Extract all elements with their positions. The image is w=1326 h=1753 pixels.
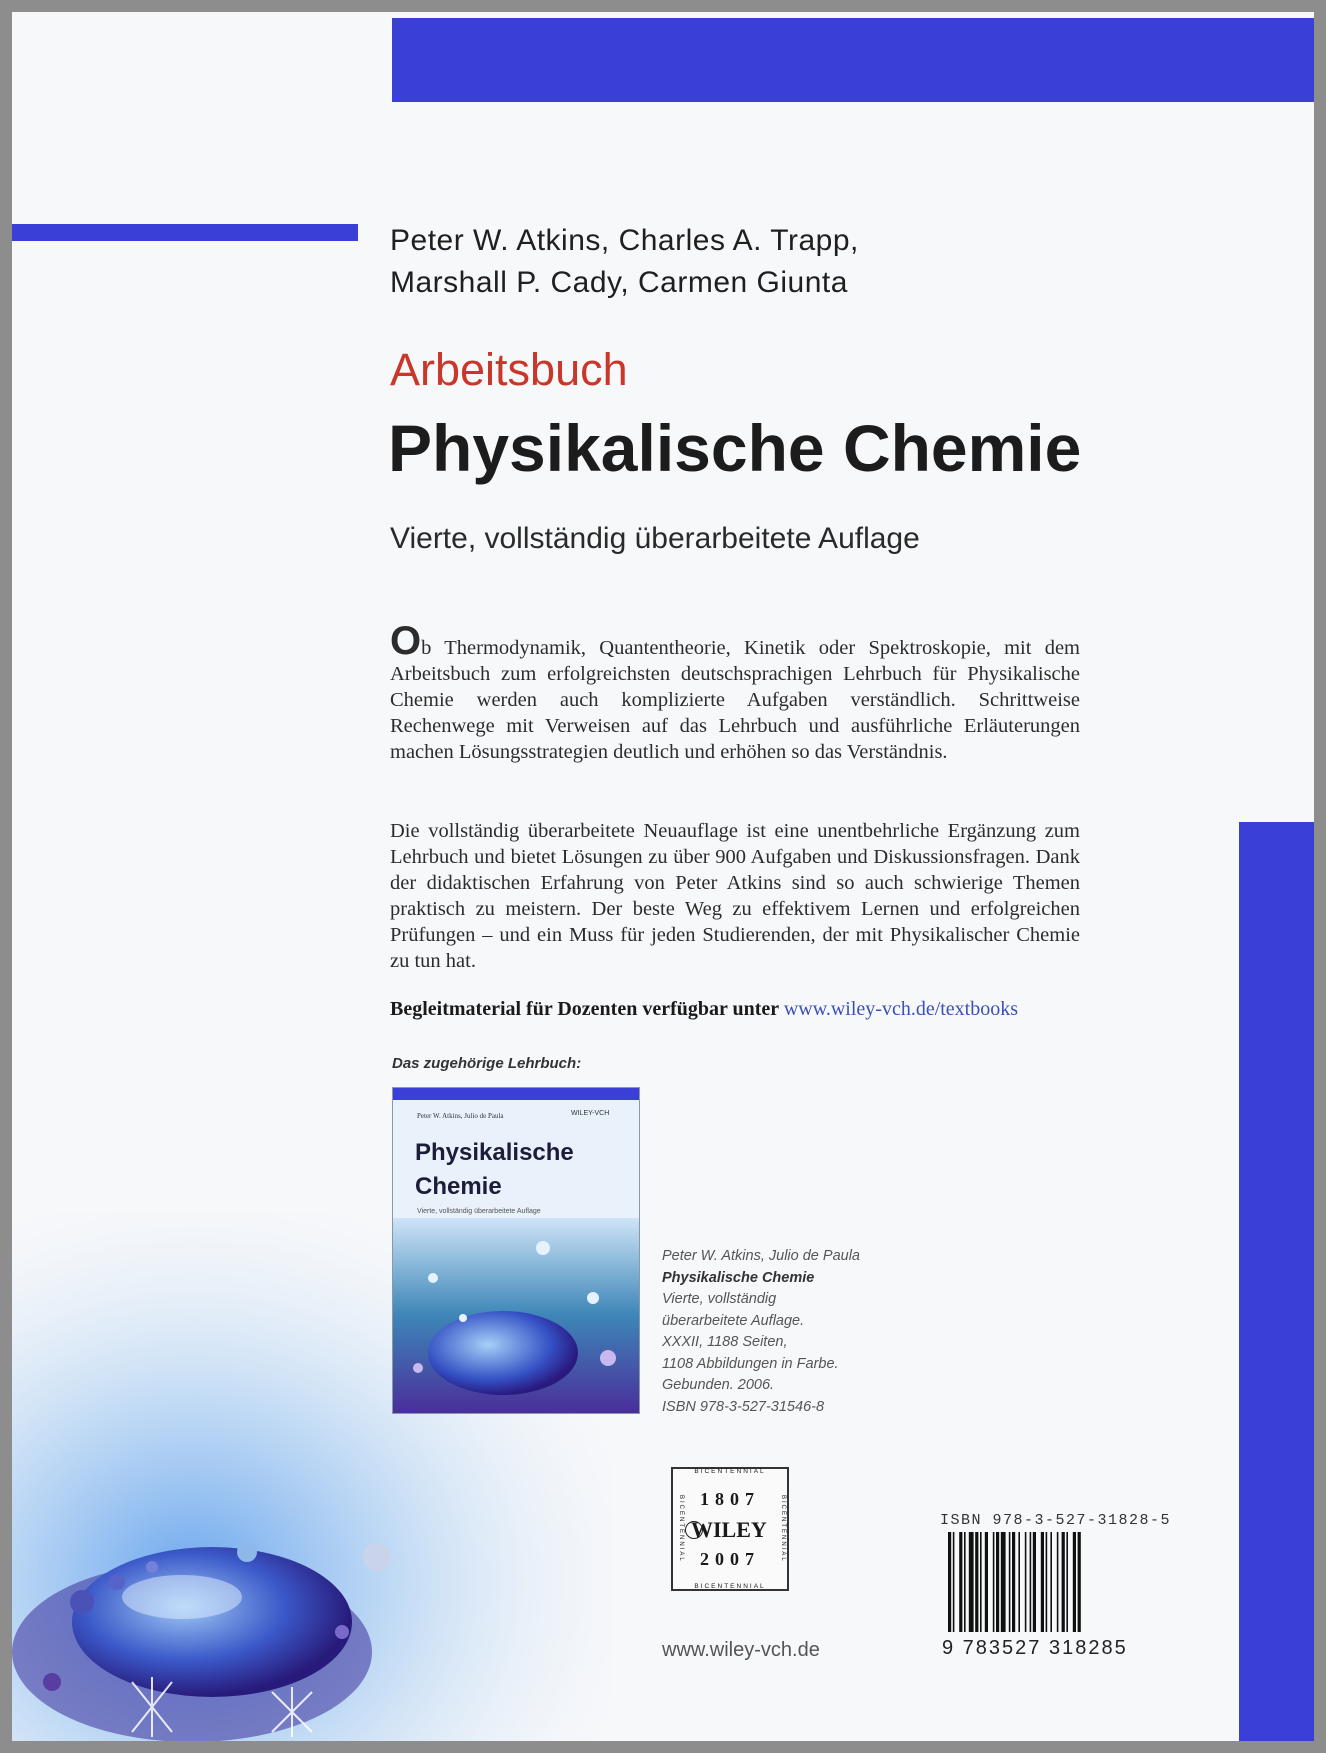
edition-text: Vierte, vollständig überarbeitete Auflage <box>390 522 920 555</box>
related-binding: Gebunden. 2006. <box>662 1377 775 1393</box>
logo-year-end: 2007 <box>700 1549 760 1569</box>
related-authors: Peter W. Atkins, Julio de Paula <box>662 1248 860 1264</box>
left-accent-bar <box>12 224 358 241</box>
related-edition-2: überarbeitete Auflage. <box>662 1312 805 1329</box>
related-title: Physikalische Chemie <box>662 1269 815 1286</box>
book-title: Physikalische Chemie <box>388 411 1082 485</box>
related-book-details <box>662 1246 860 1418</box>
logo-ring-left: BICENTENNIAL <box>678 1495 684 1563</box>
description-paragraph-2: Die vollständig überarbeitete Neuauflage ist eine unentbehrliche Ergänzung zum Lehrbuch und bietet Lösungen zu über 900 Aufgaben und Diskussionsfragen. Dank der didaktischen Erfahrung von Peter Atkins sind so auch schwierige Themen praktisch zu meistern. Der beste Weg zu effektivem Lernen und erfolgreichen Prüfungen – und ein Muss für jeden Studierenden, der mit Physikalischer Chemie zu tun hat. <box>390 820 1080 972</box>
related-book-cover <box>392 1087 640 1414</box>
right-accent-bar <box>1239 822 1314 1741</box>
cover-title <box>415 1136 574 1204</box>
publisher-website[interactable]: www.wiley-vch.de <box>662 1639 820 1661</box>
logo-ring-right: BICENTENNIAL <box>780 1495 786 1563</box>
book-subtitle: Arbeitsbuch <box>390 344 628 395</box>
cover-publisher: WILEY-VCH <box>571 1110 610 1117</box>
related-figures: 1108 Abbildungen in Farbe. <box>662 1355 839 1372</box>
barcode-icon <box>940 1532 1150 1652</box>
cover-artwork <box>393 1218 639 1413</box>
drop-cap: O <box>390 619 422 663</box>
paragraph-1-text: b Thermodynamik, Quantentheorie, Kinetik oder Spektroskopie, mit dem Arbeitsbuch zum erfolgreichsten deutschsprachigen Lehrbuch für Physikalische Chemie werden auch komplizierte Aufgaben verständlich. Schrittweise Rechenwege mit Verweisen auf das Lehrbuch und ausführliche Erläuterungen machen Lösungsstrategien deutlich und erhöhen so das Verständnis. <box>390 637 1080 763</box>
logo-ring-bottom: BICENTENNIAL <box>694 1583 766 1590</box>
companion-text: Begleitmaterial für Dozenten verfügbar unter <box>390 998 784 1020</box>
logo-ring-top: BICENTENNIAL <box>694 1468 766 1475</box>
cover-accent-bar <box>393 1088 639 1100</box>
related-isbn: ISBN 978-3-527-31546-8 <box>662 1398 825 1415</box>
back-cover <box>12 12 1314 1741</box>
logo-year-start: 1807 <box>700 1489 760 1509</box>
companion-material-note <box>390 998 1018 1021</box>
related-edition-1: Vierte, vollständig <box>662 1291 777 1307</box>
top-accent-bar <box>392 18 1314 102</box>
barcode-digits: 9 783527 318285 <box>942 1637 1128 1659</box>
author-line-2: Marshall P. Cady, Carmen Giunta <box>390 266 848 299</box>
author-line-1: Peter W. Atkins, Charles A. Trapp, <box>390 224 859 257</box>
related-book-label: Das zugehörige Lehrbuch: <box>392 1055 582 1072</box>
cover-edition: Vierte, vollständig überarbeitete Auflage <box>417 1208 541 1215</box>
description-paragraph-1 <box>390 619 1080 765</box>
wiley-bicentennial-logo <box>671 1467 789 1591</box>
author-list <box>390 220 859 304</box>
cover-title-line-2: Chemie <box>415 1173 502 1200</box>
textbooks-link[interactable]: www.wiley-vch.de/textbooks <box>783 998 1019 1020</box>
logo-brand: WILEY <box>691 1517 767 1542</box>
isbn-label: ISBN 978-3-527-31828-5 <box>940 1512 1172 1529</box>
cover-authors: Peter W. Atkins, Julio de Paula <box>417 1112 504 1120</box>
cover-title-line-1: Physikalische <box>415 1139 574 1166</box>
related-pages: XXXII, 1188 Seiten, <box>662 1334 788 1350</box>
